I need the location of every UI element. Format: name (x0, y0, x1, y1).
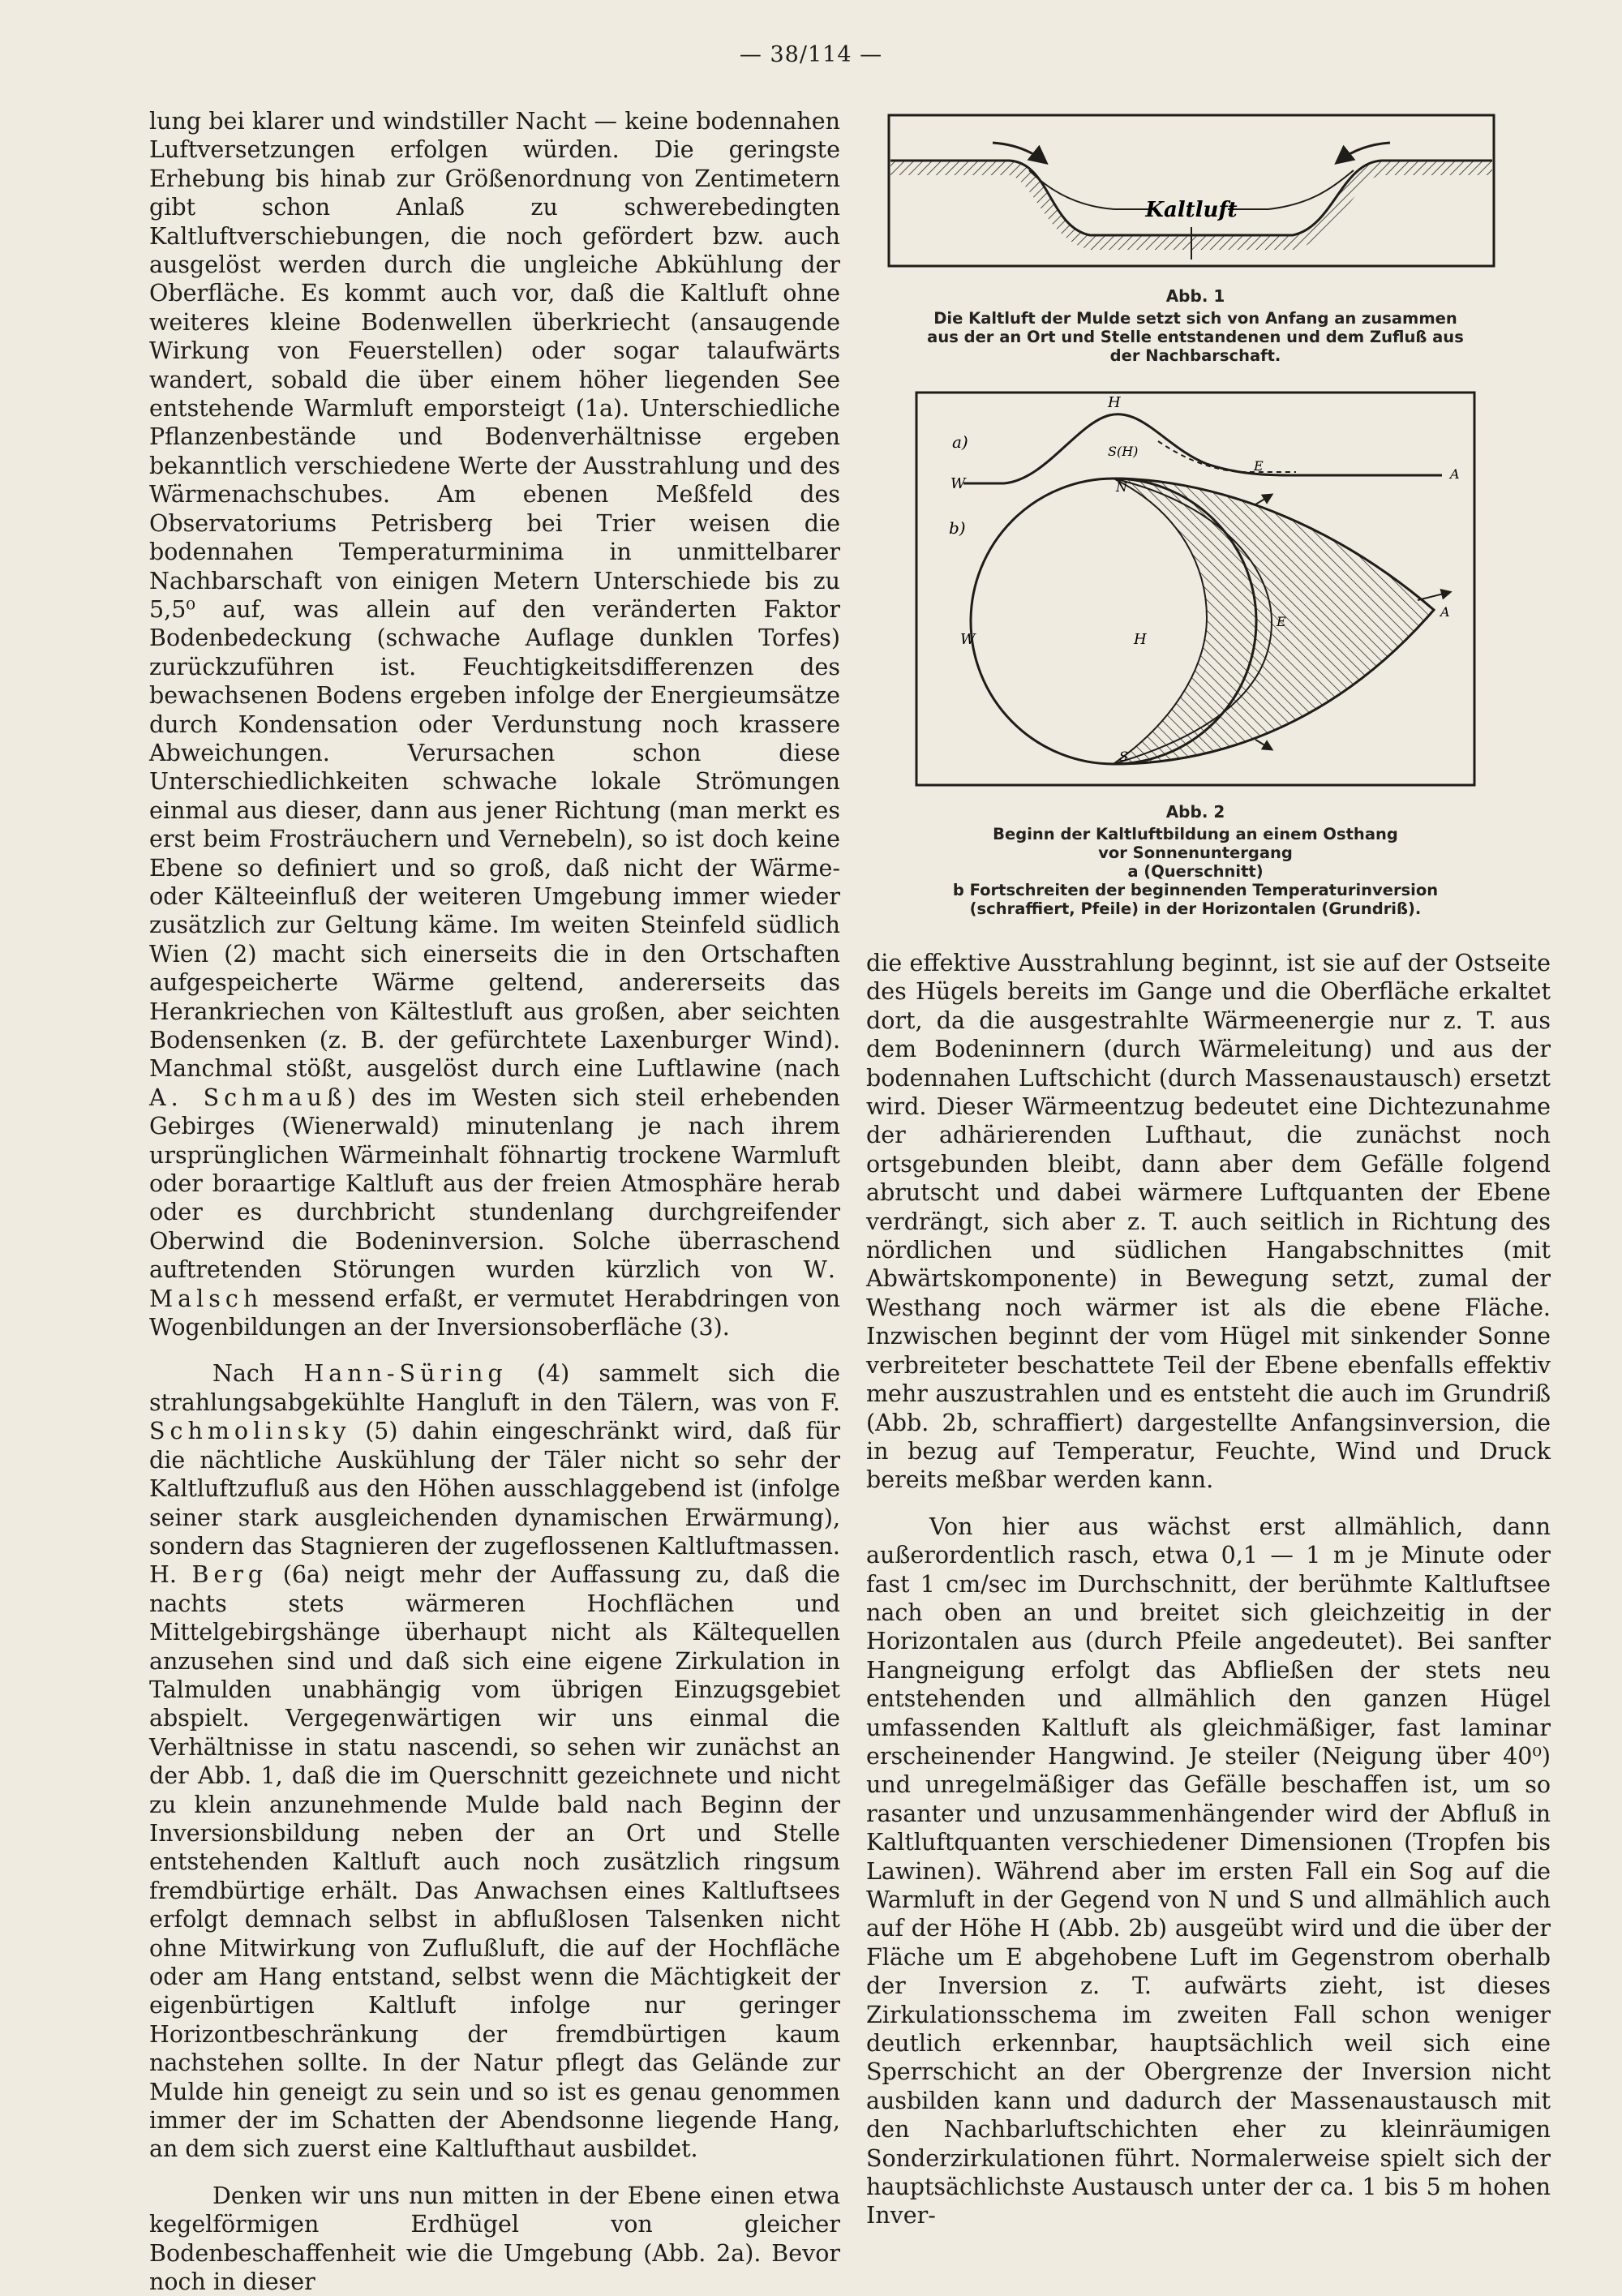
figure-2-svg (915, 391, 1476, 787)
paragraph-2 (149, 1359, 840, 2163)
author-hann-suering: Hann-Süring (303, 1360, 508, 1388)
figure-2-caption-line-3: a (Querschnitt) (1127, 862, 1264, 881)
paragraph-2-lead: Nach (212, 1360, 275, 1388)
paragraph-1b-text: ) des im Westen sich steil erhebenden Gebirges (Wienerwald) minutenlang je nach ihrem ursprünglichen Wärmeinhalt föhnartig trockene Warmluft oder boraartige Kaltluft aus der freien Atmosphäre herab oder es durchbricht stundenlang durchgreifender Oberwind die Bodeninversion. Solche überraschend auftretenden Störungen wurden kürzlich von (149, 1084, 840, 1284)
author-malsch: W. Malsch (149, 1256, 840, 1312)
right-text-column (866, 949, 1551, 2230)
figure-2-label-w-top: W (950, 475, 966, 492)
figure-1-svg (887, 114, 1495, 268)
figure-2-label-h-bottom: H (1134, 631, 1147, 648)
left-text-column (149, 107, 840, 2296)
figure-2-label-n: N (1116, 479, 1127, 495)
right-paragraph-2: Von hier aus wächst erst allmählich, dann außerordentlich rasch, etwa 0,1 — 1 m je Minute oder fast 1 cm/sec im Durchschnitt, der berühmte Kaltluftsee nach oben an und breitet sich gleichzeitig in der Horizontalen aus (durch Pfeile angedeutet). Bei sanfter Hangneigung erfolgt das Abfließen der stets neu entstehenden und allmählich den ganzen Hügel umfassenden Kaltluft als gleichmäßiger, fast laminar erscheinender Hangwind. Je steiler (Neigung über 40⁰) und unregelmäßiger das Gefälle beschaffen ist, um so rasanter und unzusammenhängender wird der Abfluß in Kaltluftquanten verschiedener Dimensionen (Tropfen bis Lawinen). Während aber im ersten Fall ein Sog auf die Warmluft in der Gegend von N und S und allmählich auch auf der Höhe H (Abb. 2b) ausgeübt wird und die über der Fläche um E abgehobene Luft im Gegenstrom oberhalb der Inversion z. T. aufwärts zieht, ist dieses Zirkulationsschema im zweiten Fall schon weniger deutlich erkennbar, hauptsächlich weil sich eine Sperrschicht an der Obergrenze der Inversion nicht ausbilden kann und dadurch der Massenaustausch mit den Nachbarluftschichten eher zu kleinräumigen Sonderzirkulationen führt. Normalerweise spielt sich der hauptsächlichste Austausch unter der ca. 1 bis 5 m hohen Inver- (866, 1513, 1551, 2229)
figure-1-arrow-right (1337, 143, 1390, 162)
page-number: — 38/114 — (739, 42, 883, 67)
author-schmolinsky: Schmolinsky (149, 1418, 351, 1445)
figure-2-caption-line-1: Beginn der Kaltluftbildung an einem Osthang (993, 825, 1398, 843)
figure-1-arrow-left (993, 143, 1045, 162)
figure-2-arrow-east (1418, 592, 1450, 600)
figure-1-caption-line-1: Die Kaltluft der Mulde setzt sich von Anfang an zusammen (933, 309, 1457, 328)
figure-2-label-b: b) (949, 518, 966, 538)
figure-2-label-a-top: A (1450, 466, 1460, 482)
figure-2-caption-title: Abb. 2 (1165, 802, 1225, 822)
figure-1-label-kaltluft: Kaltluft (1145, 198, 1238, 222)
figure-2-arrow-south (1255, 740, 1272, 749)
author-schmauss: A. Schmauß (149, 1084, 347, 1111)
paragraph-1c-text: messend erfaßt, er vermutet Herabdringen von Wogenbildungen an der Inversionsoberfläche (3). (149, 1285, 841, 1341)
figure-2-caption (847, 803, 1544, 918)
figure-2-caption-line-2: vor Sonnenuntergang (1098, 843, 1293, 862)
figure-2-hill-diagram (915, 391, 1476, 787)
paragraph-2a-text: (4) sammelt sich die strahlungsabgekühlte Hangluft in den Tälern, was von F. (149, 1360, 841, 1416)
figure-2-label-s: S (1119, 749, 1128, 764)
figure-1-valley-diagram (887, 114, 1495, 268)
figure-2-label-a: a) (952, 432, 968, 452)
figure-2-label-s-h: S(H) (1108, 444, 1139, 459)
figure-2-label-a-bottom: A (1440, 604, 1450, 620)
paragraph-2b-text: (5) dahin eingeschränkt wird, daß für die nächtliche Auskühlung der Täler nicht so sehr der Kaltluftzufluß aus den Höhen ausschlaggebend ist (infolge seiner stark ausgleichenden dynamischen Erwärmung), sondern das Stagnieren der zugeflossenen Kaltluftmassen. H. (149, 1418, 841, 1589)
figure-2-label-h-top: H (1108, 394, 1121, 411)
author-berg: Berg (191, 1561, 268, 1589)
figure-1-caption-line-2: aus der an Ort und Stelle entstandenen und dem Zufluß aus (927, 328, 1464, 346)
figure-1-caption-line-3: der Nachbarschaft. (1109, 346, 1281, 365)
right-paragraph-1: die effektive Ausstrahlung beginnt, ist sie auf der Ostseite des Hügels bereits im Gange und die Oberfläche erkaltet dort, da die ausgestrahlte Wärmeenergie nur z. T. aus dem Bodeninnern (durch Wärmeleitung) und aus der bodennahen Luftschicht (durch Massenaustausch) ersetzt wird. Dieser Wärmeentzug bedeutet eine Dichtezunahme der adhärierenden Lufthaut, die zunächst noch ortsgebunden bleibt, dann aber dem Gefälle folgend abrutscht und dabei wärmere Luftquanten der Ebene verdrängt, sich aber z. T. auch seitlich in Richtung des nördlichen und südlichen Hangabschnittes (mit Abwärtskomponente) in Bewegung setzt, zumal der Westhang noch wärmer ist als die ebene Fläche. Inzwischen beginnt der vom Hügel mit sinkender Sonne verbreiteter beschattete Teil der Ebene ebenfalls effektiv mehr auszustrahlen und es entsteht die auch im Grundriß (Abb. 2b, schraffiert) dargestellte Anfangsinversion, die in bezug auf Temperatur, Feuchte, Wind und Druck bereits meßbar werden kann. (866, 950, 1551, 1494)
figure-1-caption-title: Abb. 1 (1165, 286, 1225, 306)
figure-2-arrow-north (1255, 495, 1272, 504)
paragraph-1-text: lung bei klarer und windstiller Nacht — keine bodennahen Luftversetzungen erfolgen würden. Die geringste Erhebung bis hinab zur Größenordnung von Zentimetern gibt schon Anlaß zu schwerebedingten Kaltluftverschiebungen, die noch gefördert bzw. auch ausgelöst werden durch die ungleiche Abkühlung der Oberfläche. Es kommt auch vor, daß die Kaltluft ohne weiteres kleine Bodenwellen überkriecht (ansaugende Wirkung von Feuerstellen) oder sogar talaufwärts wandert, sobald die über einem höher liegenden See entstehende Warmluft emporsteigt (1a). Unterschiedliche Pflanzenbestände und Bodenverhältnisse ergeben bekanntlich verschiedene Werte der Ausstrahlung und des Wärmenachschubes. Am ebenen Meßfeld des Observatoriums Petrisberg bei Trier weisen die bodennahen Temperaturminima in unmittelbarer Nachbarschaft von einigen Metern Unterschiede bis zu 5,5⁰ auf, was allein auf den veränderten Faktor Bodenbedeckung (schwache Auflage dunklen Torfes) zurückzuführen ist. Feuchtigkeitsdifferenzen des bewachsenen Bodens ergeben infolge der Energieumsätze durch Kondensation oder Verdunstung noch krassere Abweichungen. Verursachen schon diese Unterschiedlichkeiten schwache lokale Strömungen einmal aus dieser, dann aus jener Richtung (man merkt es erst beim Frosträuchern und Vernebeln), so ist doch keine Ebene so definiert und so groß, daß nicht der Wärme- oder Kälteeinfluß der weiteren Umgebung immer wieder zusätzlich zur Geltung käme. Im weiten Steinfeld südlich Wien (2) macht sich einerseits die in den Ortschaften aufgespeicherte Wärme geltend, andererseits das Herankriechen von Kältestluft aus großen, aber seichten Bodensenken (z. B. der gefürchtete Laxenburger Wind). Manchmal stößt, ausgelöst durch eine Luftlawine (nach (149, 108, 840, 1083)
figure-2-caption-line-5: (schraffiert, Pfeile) in der Horizontalen (Grundriß). (969, 899, 1422, 918)
paragraph-1 (149, 107, 840, 1341)
paragraph-3: Denken wir uns nun mitten in der Ebene einen etwa kegelförmigen Erdhügel von gleicher Bodenbeschaffenheit wie die Umgebung (Abb. 2a). Bevor noch in dieser (149, 2182, 840, 2296)
figure-1-caption (847, 287, 1544, 365)
paragraph-2c-text: (6a) neigt mehr der Auffassung zu, daß die nachts stets wärmeren Hochflächen und Mittelgebirgshänge überhaupt nicht als Kältequellen anzusehen sind und daß sich eine eigene Zirkulation in Talmulden unabhängig vom übrigen Einzugsgebiet abspielt. Vergegenwärtigen wir uns einmal die Verhältnisse in statu nascendi, so sehen wir zunächst an der Abb. 1, daß die im Querschnitt gezeichnete und nicht zu klein anzunehmende Mulde bald nach Beginn der Inversionsbildung neben der an Ort und Stelle entstehenden Kaltluft auch noch zusätzlich ringsum fremdbürtige erhält. Das Anwachsen eines Kaltluftsees erfolgt demnach selbst in abflußlosen Talsenken nicht ohne Mitwirkung von Zuflußluft, die auf der Hochfläche oder am Hang entstand, selbst wenn die Mächtigkeit der eigenbürtigen Kaltluft infolge nur geringer Horizontbeschränkung der fremdbürtigen kaum nachstehen sollte. In der Natur pflegt das Gelände zur Mulde hin geneigt zu sein und so ist es genau genommen immer der im Schatten der Abendsonne liegende Hang, an dem sich zuerst eine Kaltlufthaut ausbildet. (149, 1561, 841, 2163)
figure-2-label-e-bottom: E (1277, 614, 1286, 629)
figure-2-caption-line-4: b Fortschreiten der beginnenden Temperaturinversion (952, 881, 1439, 899)
figure-2-label-e-top: E (1254, 458, 1264, 474)
figure-2-label-w-bottom: W (960, 631, 976, 648)
figure-2-inversion-profile (1158, 441, 1296, 472)
figure-2-hill-profile (963, 414, 1442, 483)
